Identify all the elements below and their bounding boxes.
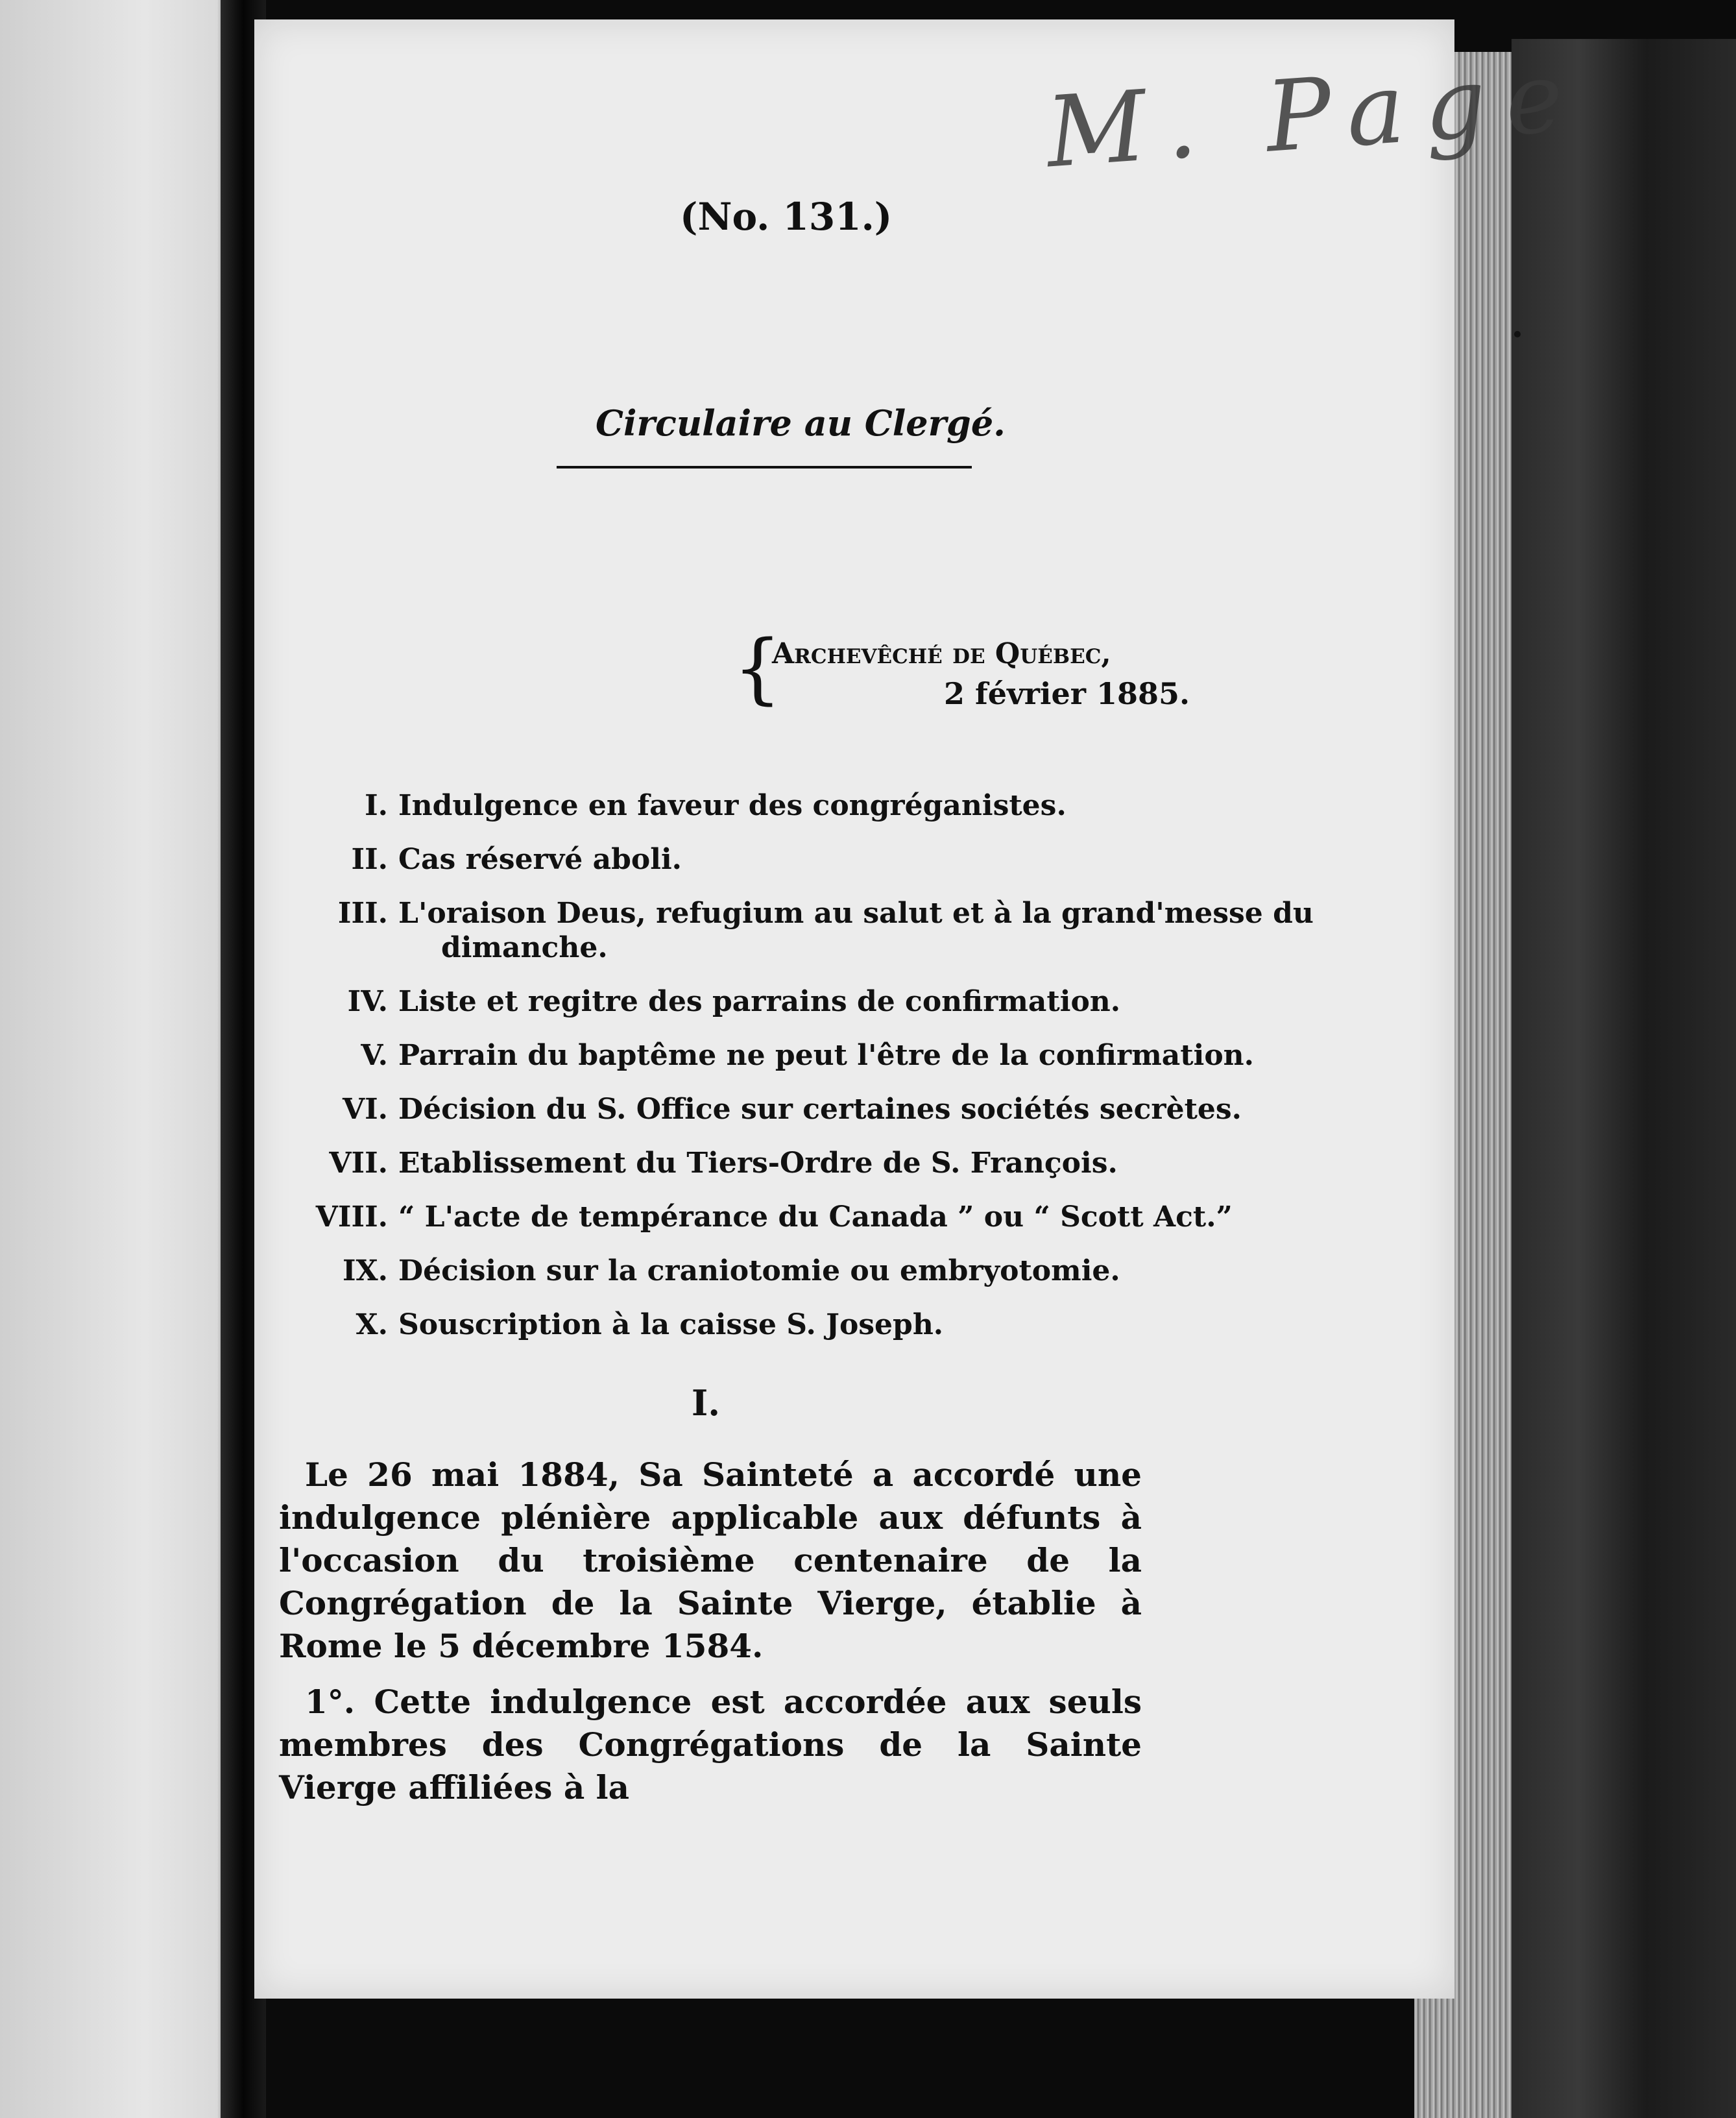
paragraph: Le 26 mai 1884, Sa Sainteté a accordé une indulgence plénière applicable aux défunts à l'occasion du troisième centenaire de la Congrégation de la Sainte Vierge, établie à Rome le 5 décembre 1584. — [279, 1455, 1142, 1665]
toc-item — [305, 1298, 1213, 1352]
toc-item-text: Décision du S. Office sur certaines sociétés secrètes. — [398, 1093, 1242, 1126]
body-text — [279, 1454, 1142, 1822]
toc-item-text: Etablissement du Tiers-Ordre de S. François. — [398, 1147, 1118, 1180]
toc-item — [305, 779, 1213, 833]
toc-item-number: VI. — [342, 1093, 388, 1126]
toc-item-text: Cas réservé aboli. — [398, 843, 682, 876]
toc-item-number: VII. — [329, 1147, 388, 1180]
toc-item-number: V. — [361, 1039, 388, 1072]
toc-item — [305, 833, 1213, 886]
toc-item — [305, 1082, 1242, 1136]
document-title: Circulaire au Clergé. — [596, 402, 1006, 444]
toc-item-number: IV. — [347, 985, 388, 1018]
toc-item-text: Indulgence en faveur des congréganistes. — [398, 789, 1067, 822]
toc-item-text: dimanche. — [441, 931, 608, 964]
brace-glyph: { — [733, 623, 782, 712]
toc-item-text: Souscription à la caisse S. Joseph. — [398, 1308, 944, 1341]
previous-page — [0, 0, 241, 2118]
handwritten-note: M. Page — [1043, 40, 1586, 190]
toc-item-number: II. — [351, 843, 388, 876]
toc-item-number: VIII. — [315, 1200, 388, 1234]
toc-item — [305, 1190, 1233, 1244]
toc-item-text: Liste et regitre des parrains de confirmation. — [398, 985, 1121, 1018]
table-of-contents — [305, 779, 1314, 1352]
document-number: (No. 131.) — [680, 195, 893, 239]
origin-place: Archevêché de Québec, — [772, 637, 1111, 670]
toc-item-text: Parrain du baptême ne peut l'être de la confirmation. — [398, 1039, 1254, 1072]
toc-item-text: Décision sur la craniotomie ou embryotomie. — [398, 1254, 1120, 1287]
toc-item-number: I. — [365, 789, 388, 822]
title-rule — [557, 466, 972, 469]
origin-date: 2 février 1885. — [944, 676, 1190, 711]
toc-item — [305, 975, 1213, 1029]
page-edges-shadow — [1512, 39, 1736, 2118]
toc-item-text: “ L'acte de tempérance du Canada ” ou “ Scott Act.” — [398, 1200, 1233, 1234]
paragraph: 1°. Cette indulgence est accordée aux seuls membres des Congrégations de la Sainte Vierge affiliées à la — [279, 1683, 1142, 1807]
section-heading: I. — [692, 1382, 721, 1424]
toc-item-number: III. — [337, 897, 388, 930]
toc-item-number: X. — [356, 1308, 388, 1341]
toc-item — [305, 1136, 1213, 1190]
toc-item — [305, 1029, 1254, 1082]
toc-item-text: L'oraison Deus, refugium au salut et à la grand'messe du — [398, 897, 1314, 930]
toc-item-number: IX. — [342, 1254, 388, 1287]
toc-item — [305, 1244, 1213, 1298]
ink-dot — [1514, 331, 1521, 337]
